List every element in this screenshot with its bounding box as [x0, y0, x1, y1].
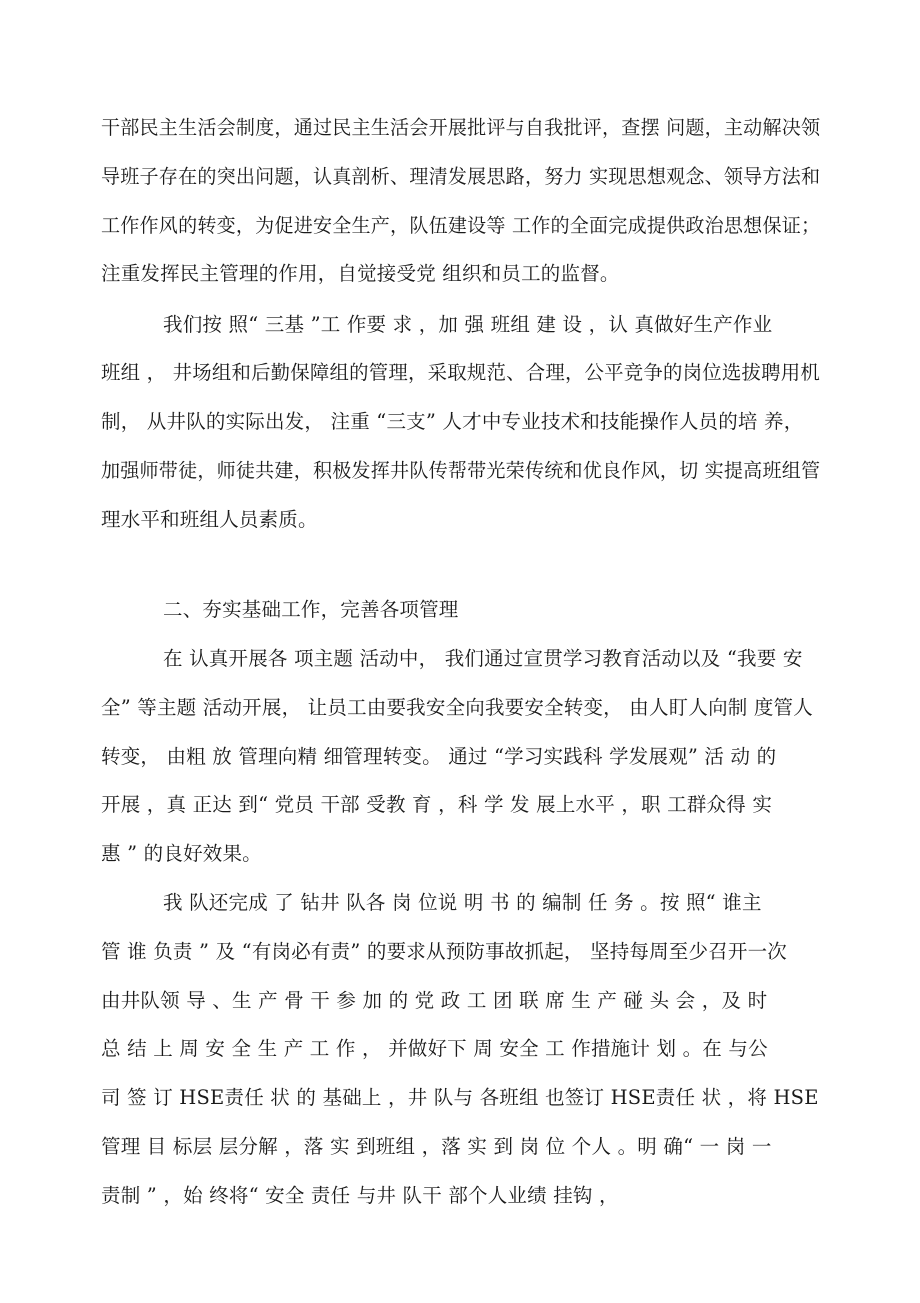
paragraph-4-line-6: 管理 目 标层 层分解 ，落 实 到班组 ，落 实 到 岗 位 个人 。明 确“ 一 岗 一 — [101, 1135, 772, 1158]
paragraph-2-line-3: 制， 从井队的实际出发， 注重 “三支” 人才中专业技术和技能操作人员的培 养， — [101, 410, 804, 433]
paragraph-4-line-5: 司 签 订 HSE责任 状 的 基础上 ，井 队与 各班组 也签订 HSE责任 状 ，将 HSE — [101, 1086, 819, 1109]
paragraph-3-line-2: 全” 等主题 活动开展， 让员工由要我安全向我要安全转变， 由人盯人向制 度管人 — [101, 696, 813, 719]
paragraph-2-line-5: 理水平和班组人员素质。 — [101, 508, 318, 531]
paragraph-4-line-4: 总 结 上 周 安 全 生 产 工 作 ， 并做好下 周 安全 工 作措施计 划 。在 与公 — [101, 1037, 768, 1060]
paragraph-4-line-3: 由井队领 导 、生 产 骨 干 参 加 的 党 政 工 团 联 席 生 产 碰 头 会 ，及 时 — [101, 989, 768, 1012]
paragraph-3-line-1: 在 认真开展各 项主题 活动中， 我们通过宣贯学习教育活动以及 “我要 安 — [163, 647, 803, 670]
paragraph-1-line-3: 工作作风的转变，为促进安全生产，队伍建设等 工作的全面完成提供政治思想保证； — [101, 214, 821, 237]
paragraph-1-line-4: 注重发挥民主管理的作用，自觉接受党 组织和员工的监督。 — [101, 262, 620, 285]
paragraph-2-line-4: 加强师带徒，师徒共建，积极发挥井队传帮带光荣传统和优良作风，切 实提高班组管 — [101, 459, 821, 482]
paragraph-3-line-5: 惠 ” 的良好效果。 — [101, 842, 262, 865]
paragraph-4-line-2: 管 谁 负责 ” 及 “有岗必有责” 的要求从预防事故抓起， 坚持每周至少召开一次 — [101, 940, 787, 963]
paragraph-4-line-7: 责制 ” ，始 终将“ 安全 责任 与井 队干 部个人业绩 挂钩 ， — [101, 1184, 619, 1207]
paragraph-3-line-3: 转变， 由粗 放 管理向精 细管理转变。 通过 “学习实践科 学发展观” 活 动 的 — [101, 745, 777, 768]
paragraph-4-line-1: 我 队还完成 了 钻井 队各 岗 位说 明 书 的 编制 任 务 。按 照“ 谁主 — [163, 891, 762, 914]
paragraph-2-line-1: 我们按 照“ 三基 ”工 作要 求 ，加 强 班组 建 设 ，认 真做好生产作业 — [163, 313, 773, 336]
section-heading: 二、夯实基础工作，完善各项管理 — [163, 598, 459, 621]
paragraph-1-line-1: 干部民主生活会制度，通过民主生活会开展批评与自我批评，查摆 问题，主动解决领 — [101, 116, 821, 139]
paragraph-1-line-2: 导班子存在的突出问题，认真剖析、理清发展思路，努力 实现思想观念、领导方法和 — [101, 165, 821, 188]
paragraph-3-line-4: 开展 ，真 正达 到“ 党员 干部 受教 育 ，科 学 发 展上水平 ，职 工群众得 实 — [101, 793, 773, 816]
paragraph-2-line-2: 班组 ， 井场组和后勤保障组的管理，采取规范、合理，公平竞争的岗位选拔聘用机 — [101, 361, 820, 384]
